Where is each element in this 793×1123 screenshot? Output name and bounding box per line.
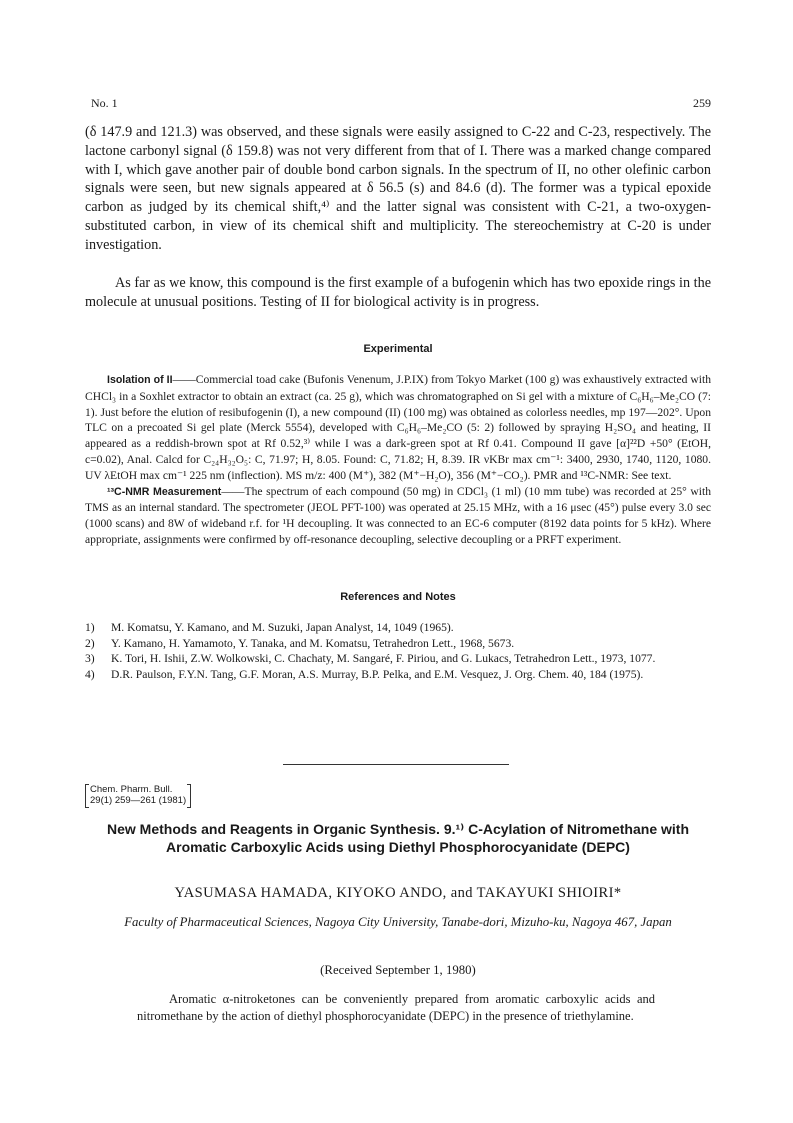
citation-volume: 29(1) 259—261 (1981)	[90, 795, 187, 806]
isolation-paragraph	[85, 372, 711, 484]
section-divider	[283, 764, 509, 765]
page-number: 259	[693, 96, 711, 110]
nmr-text: ——The spectrum of each compound (50 mg) in CDCl₃ (1 ml) (10 mm tube) was recorded at 25° with TMS as an internal standard. The spectrometer (JEOL PFT-100) was operated at 25.15 MHz, with a 16 μsec (45°) pulse every 3.0 sec (1000 scans) and 8W of wideband r.f. for ¹H decoupling. It was connected to an EC-6 computer (8192 data points for 5 kHz). Where appropriate, assignments were confirmed by off-resonance decoupling, selective decoupling or a PRFT experiment.	[85, 484, 711, 546]
bracket-right	[187, 784, 191, 808]
received-date: (Received September 1, 1980)	[320, 963, 476, 977]
running-header	[91, 96, 711, 112]
isolation-text: ——Commercial toad cake (Bufonis Venenum, J.P.IX) from Tokyo Market (100 g) was exhaustively extracted with CHCl₃ in a Soxhlet extractor to obtain an extract (ca. 25 g), which was chromatographed on Si gel with a mixture of C₆H₆–Me₂CO (7: 1). Just before the elution of resibufogenin (I), a new compound (II) (100 mg) was obtained as colorless needles, mp 197—202°. Upon TLC on a precoated Si gel plate (Merck 5554), developed with C₆H₆–Me₂CO (5: 2) followed by spraying H₂SO₄ and heating, II appeared as a reddish-brown spot at Rf 0.52,³⁾ while I was a dark-green spot at Rf 0.41. Compound II gave [α]²²D +50° (EtOH, c=0.02), Anal. Calcd for C₂₄H₃₂O₅: C, 71.97; H, 8.05. Found: C, 71.82; H, 8.39. IR νKBr max cm⁻¹: 3400, 2930, 1740, 1120, 1080. UV λEtOH max cm⁻¹ 225 nm (inflection). MS m/z: 400 (M⁺), 382 (M⁺−H₂O), 356 (M⁺−CO₂). PMR and ¹³C-NMR: See text.	[85, 373, 712, 482]
references-heading: References and Notes	[340, 591, 456, 603]
reference-item: 3) K. Tori, H. Ishii, Z.W. Wolkowski, C. Chachaty, M. Sangaré, F. Piriou, and G. Lukacs, Tetrahedron Lett., 1973, 1077.	[85, 652, 656, 665]
journal-citation	[85, 784, 191, 806]
body-paragraph-1: (δ 147.9 and 121.3) was observed, and these signals were easily assigned to C-22 and C-23, respectively. The lactone carbonyl signal (δ 159.8) was not very different from that of I. There was a marked change compared with I, which gave another pair of double bond carbon signals. In the spectrum of II, no other olefinic carbon signals were seen, but new signals appeared at δ 56.5 (s) and 84.6 (d). The former was a typical epoxide carbon as judged by its chemical shift,⁴⁾ and the latter signal was consistent with C-21, a two-oxygen-substituted carbon, in view of its chemical shift and multiplicity. The stereochemistry at C-20 is under investigation.	[85, 124, 711, 253]
citation-journal: Chem. Pharm. Bull.	[90, 784, 173, 795]
reference-item: 2) Y. Kamano, H. Yamamoto, Y. Tanaka, and M. Komatsu, Tetrahedron Lett., 1968, 5673.	[85, 636, 515, 650]
references-list	[85, 620, 711, 682]
article-authors: YASUMASA HAMADA, KIYOKO ANDO, and TAKAYUKI SHIOIRI*	[174, 885, 622, 901]
reference-item: 1) M. Komatsu, Y. Kamano, and M. Suzuki, Japan Analyst, 14, 1049 (1965).	[85, 621, 454, 634]
bracket-left	[85, 784, 89, 808]
article-abstract: Aromatic α-nitroketones can be conveniently prepared from aromatic carboxylic acids and nitromethane by the action of diethyl phosphorocyanidate (DEPC) in the presence of triethylamine.	[137, 992, 655, 1023]
experimental-heading: Experimental	[363, 343, 433, 355]
reference-item: 4) D.R. Paulson, F.Y.N. Tang, G.F. Moran, A.S. Murray, B.P. Pelka, and E.M. Vesquez, J. Org. Chem. 40, 184 (1975).	[85, 667, 644, 681]
nmr-runin-heading: ¹³C-NMR Measurement	[107, 485, 222, 498]
body-paragraph-2: As far as we know, this compound is the first example of a bufogenin which has two epoxide rings in the molecule at unusual positions. Testing of II for biological activity is in progress.	[85, 275, 711, 310]
article-title: New Methods and Reagents in Organic Synthesis. 9.¹⁾ C-Acylation of Nitromethane with Aromatic Carboxylic Acids using Diethyl Phosphorocyanidate (DEPC)	[106, 821, 689, 855]
nmr-paragraph	[85, 484, 711, 548]
issue-number: No. 1	[91, 96, 118, 110]
isolation-runin-heading: Isolation of II	[107, 374, 173, 386]
experimental-section	[85, 372, 711, 548]
article-affiliation: Faculty of Pharmaceutical Sciences, Nagoya City University, Tanabe-dori, Mizuho-ku, Nagoya 467, Japan	[124, 915, 672, 929]
